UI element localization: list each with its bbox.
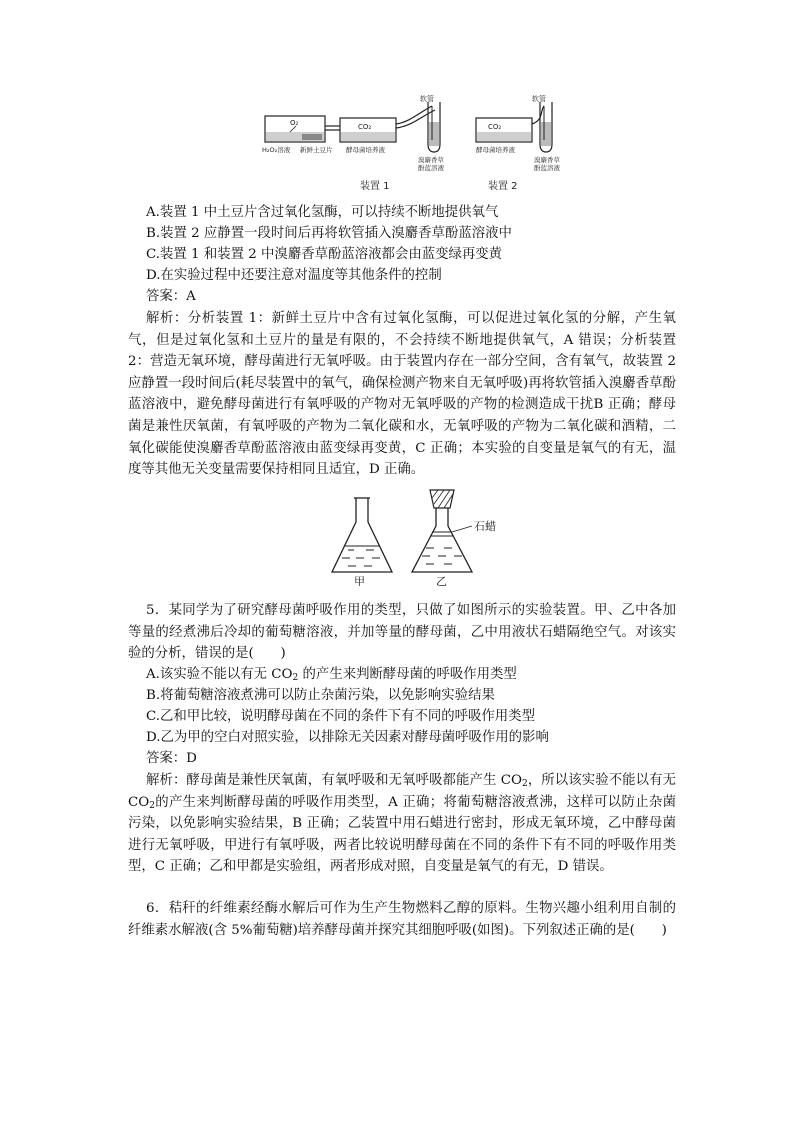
- wax-label: 石蜡: [474, 520, 496, 533]
- q4-answer: 答案：A: [146, 289, 196, 304]
- q5-answer: 答案：D: [146, 751, 197, 766]
- flask-yi-label: 乙: [436, 575, 447, 586]
- apparatus-figure: [260, 92, 560, 194]
- q5-stem: 5．某同学为了研究酵母菌呼吸作用的类型，只做了如图所示的实验装置。甲、乙中各加等量的经煮沸后冷却的葡萄糖溶液，并加等量的酵母菌，乙中用液状石蜡隔绝空气。对该实验的分析，错误的是( ): [128, 603, 676, 662]
- q5-option-b: B.将葡萄糖溶液煮沸可以防止杂菌污染，以免影响实验结果: [146, 688, 495, 703]
- co2-label-1: CO₂: [358, 123, 372, 131]
- q4-option-a: A.装置 1 中土豆片含过氧化氢酶，可以持续不断地提供氧气: [146, 205, 499, 220]
- potato-label: 新鲜土豆片: [300, 146, 333, 154]
- brom-label-2b: 酚蓝溶液: [534, 164, 560, 172]
- flask-jia-label: 甲: [354, 575, 365, 586]
- apparatus-2-caption: 装置 2: [488, 181, 518, 192]
- yeast-label-2: 酵母菌培养液: [476, 146, 515, 154]
- brom-label-1a: 溴麝香草: [418, 156, 444, 164]
- q5-option-a: A.该实验不能以有无 $CO_2$ 的产生来判断酵母菌的呼吸作用类型: [146, 667, 517, 683]
- q4-option-b: B.装置 2 应静置一段时间后再将软管插入溴麝香草酚蓝溶液中: [146, 226, 512, 241]
- q5-option-d: D.乙为甲的空白对照实验，以排除无关因素对酵母菌呼吸作用的影响: [146, 730, 549, 745]
- yeast-label-1: 酵母菌培养液: [346, 146, 385, 154]
- flask-figure: [326, 486, 506, 586]
- q6-stem: 6．秸秆的纤维素经酶水解后可作为生产生物燃料乙醇的原料。生物兴趣小组利用自制的纤维素水解液(含 5%葡萄糖)培养酵母菌并探究其细胞呼吸(如图)。下列叙述正确的是( ): [128, 901, 676, 938]
- q4-option-c: C.装置 1 和装置 2 中溴麝香草酚蓝溶液都会由蓝变绿再变黄: [146, 247, 503, 262]
- brom-label-2a: 溴麝香草: [534, 156, 560, 164]
- o2-label: O₂: [290, 119, 299, 127]
- apparatus-1-caption: 装置 1: [360, 181, 390, 192]
- q5-option-c: C.乙和甲比较，说明酵母菌在不同的条件下有不同的呼吸作用类型: [146, 709, 535, 724]
- tube-label-1: 软管: [420, 95, 434, 103]
- q4-option-d: D.在实验过程中还要注意对温度等其他条件的控制: [146, 268, 442, 283]
- brom-label-1b: 酚蓝溶液: [418, 164, 444, 172]
- tube-label-2: 软管: [532, 95, 546, 103]
- q4-analysis: 解析：分析装置 1：新鲜土豆片中含有过氧化氢酶，可以促进过氧化氢的分解，产生氧气，但是过氧化氢和土豆片的量是有限的，不会持续不断地提供氧气，A 错误；分析装置 2：营造无氧环境，酵母菌进行无氧呼吸。由于装置内存在一部分空间，含有氧气，故装置 2 应静置一段时间后(耗尽装置中的氧气，确保检测产物来自无氧呼吸)再将软管插入溴麝香草酚蓝溶液中，避免酵母菌进行有氧呼吸的产物对无氧呼吸的产物的检测造成干扰B 正确；酵母菌是兼性厌氧菌，有氧呼吸的产物为二氧化碳和水，无氧呼吸的产物为二氧化碳和酒精，二氧化碳能使溴麝香草酚蓝溶液由蓝变绿再变黄，C 正确；本实验的自变量是氧气的有无，温度等其他无关变量需要保持相同且适宜，D 正确。: [128, 311, 676, 478]
- q5-analysis: 解析：酵母菌是兼性厌氧菌，有氧呼吸和无氧呼吸都能产生 $CO_2$，所以该实验不能以有无 $CO_2$的产生来判断酵母菌的呼吸作用类型，A 正确；将葡萄糖溶液煮沸，这样可以防止杂菌污染，以免影响实验结果，B 正确；乙装置中用石蜡进行密封，形成无氧环境，乙中酵母菌进行无氧呼吸，甲进行有氧呼吸，两者比较说明酵母菌在不同的条件下有不同的呼吸作用类型，C 正确；乙和甲都是实验组，两者形成对照，自变量是氧气的有无，D 错误。: [128, 773, 676, 875]
- h2o2-label: H₂O₂溶液: [262, 146, 291, 154]
- co2-label-2: CO₂: [488, 123, 502, 131]
